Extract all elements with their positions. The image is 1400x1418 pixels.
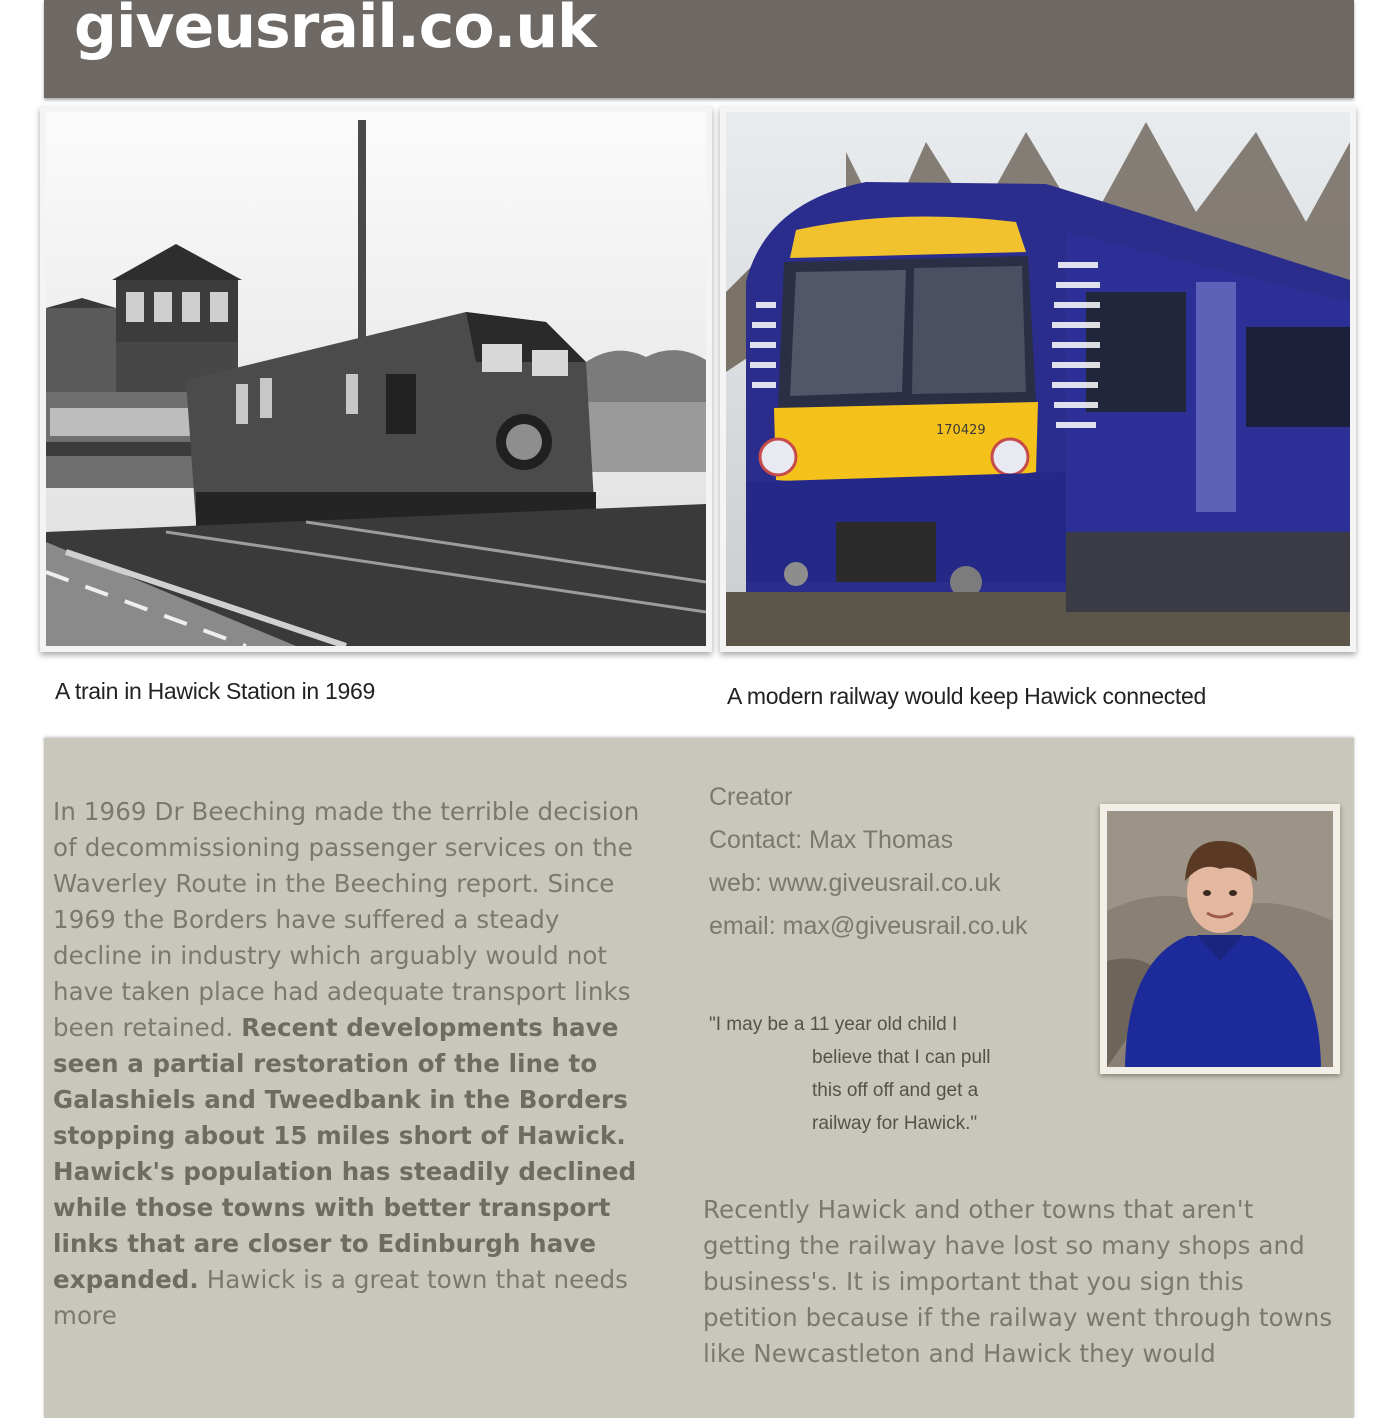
- petition-paragraph: Recently Hawick and other towns that aren't getting the railway have lost so many shops and business's. It is important that you sign this petition because if the railway went through towns like Newcastleton and Hawick they would: [703, 1195, 1333, 1368]
- historic-photo-caption: A train in Hawick Station in 1969: [55, 678, 375, 704]
- unit-number: 170429: [936, 423, 986, 438]
- history-text-2: Recent developments have seen a partial restoration of the line to Galashiels and Tweedbank in the Borders stopping about 15 miles short of Hawick. Hawick's population has steadily declined while those towns with better transport links that are closer to Edinburgh have expanded.: [53, 1013, 637, 1294]
- modern-train-photo: [720, 106, 1356, 652]
- historic-train-image: [46, 112, 706, 646]
- modern-train-image: [726, 112, 1350, 646]
- creator-quote: [709, 1008, 1049, 1140]
- quote-line-1: "I may be a 11 year old child I: [709, 1014, 958, 1035]
- site-title: giveusrail.co.uk: [74, 0, 596, 62]
- site-header: [44, 0, 1354, 98]
- quote-line-3: this off off and get a: [812, 1080, 979, 1101]
- quote-line-2: believe that I can pull: [812, 1047, 991, 1068]
- history-paragraph: [53, 794, 643, 1334]
- creator-label: Creator: [709, 783, 793, 811]
- contact-block: [709, 776, 1028, 948]
- contact-web[interactable]: web: www.giveusrail.co.uk: [709, 869, 1001, 897]
- quote-line-4: railway for Hawick.": [812, 1113, 978, 1134]
- historic-train-photo: [40, 106, 712, 652]
- info-panel: [44, 738, 1354, 1418]
- modern-photo-caption: A modern railway would keep Hawick connected: [727, 683, 1206, 709]
- contact-email[interactable]: email: max@giveusrail.co.uk: [709, 912, 1028, 940]
- contact-name: Contact: Max Thomas: [709, 826, 954, 854]
- history-text-3: Hawick is a great town that needs more: [53, 1265, 628, 1330]
- creator-photo: [1107, 811, 1333, 1067]
- history-text-1: In 1969 Dr Beeching made the terrible decision of decommissioning passenger services on the Waverley Route in the Beeching report. Since 1969 the Borders have suffered a steady decline in industry which arguably would not have taken place had adequate transport links been retained.: [53, 797, 640, 1042]
- creator-portrait: [1100, 804, 1340, 1074]
